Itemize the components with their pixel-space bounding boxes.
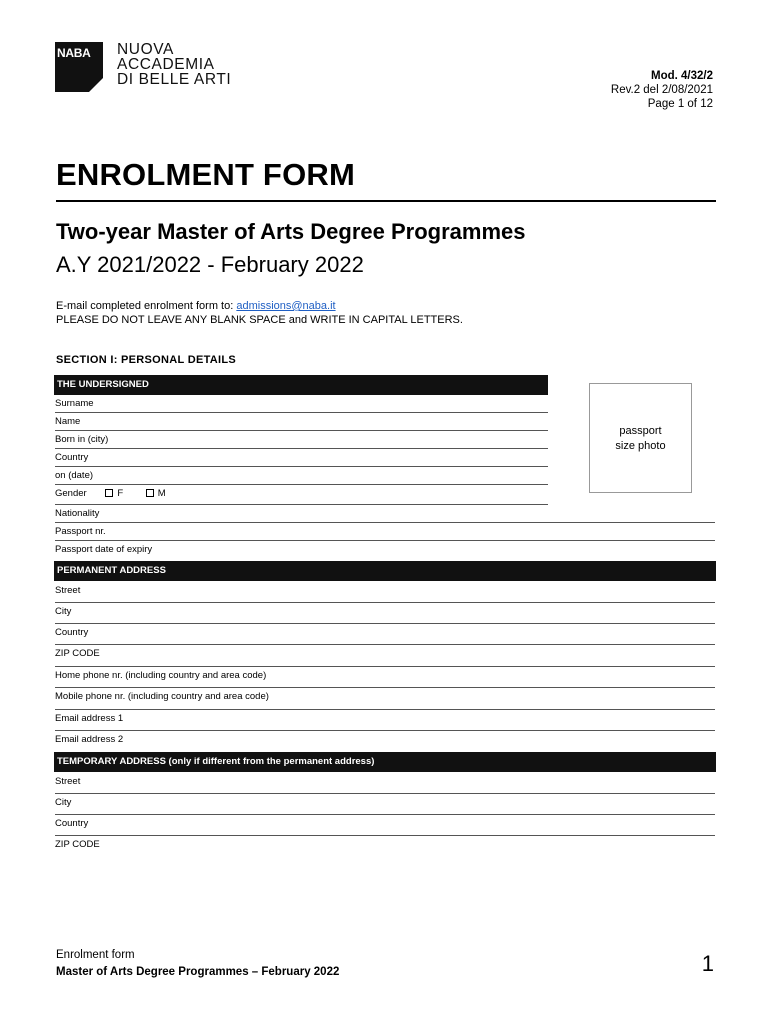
section-title: SECTION I: PERSONAL DETAILS (56, 354, 237, 366)
checkbox-male[interactable] (146, 489, 154, 497)
field-mobile-phone[interactable]: Mobile phone nr. (including country and area code) (55, 688, 715, 710)
module-code: Mod. 4/32/2 (651, 70, 713, 82)
instructions-note: PLEASE DO NOT LEAVE ANY BLANK SPACE and WRITE IN CAPITAL LETTERS. (56, 314, 463, 326)
field-passport-nr[interactable]: Passport nr. (55, 523, 715, 541)
footer (56, 947, 339, 981)
checkbox-female[interactable] (105, 489, 113, 497)
footer-line-1: Enrolment form (56, 949, 135, 961)
subtitle: Two-year Master of Arts Degree Programmes (56, 219, 526, 244)
field-perm-country[interactable]: Country (55, 624, 715, 645)
email-link[interactable]: admissions@naba.it (236, 300, 336, 312)
logo-text: NUOVA ACCADEMIA DI BELLE ARTI (117, 41, 232, 88)
instructions: E-mail completed enrolment form to: admissions@naba.it PLEASE DO NOT LEAVE ANY BLANK SPACE and WRITE IN CAPITAL LETTERS. (56, 300, 463, 326)
field-email-2[interactable]: Email address 2 (55, 734, 124, 745)
field-temp-street[interactable]: Street (55, 773, 715, 794)
passport-photo-box: passport size photo (589, 383, 692, 493)
field-passport-expiry[interactable]: Passport date of expiry (55, 544, 153, 555)
field-perm-zip[interactable]: ZIP CODE (55, 645, 715, 667)
field-name[interactable]: Name (55, 413, 548, 431)
field-temp-zip[interactable]: ZIP CODE (55, 839, 100, 850)
logo-mark: NABA (55, 42, 103, 92)
revision: Rev.2 del 2/08/2021 (610, 84, 713, 96)
field-perm-street[interactable]: Street (55, 582, 715, 603)
field-gender: Gender F M (55, 485, 548, 505)
footer-line-2: Master of Arts Degree Programmes – February 2022 (56, 966, 340, 978)
band-undersigned: THE UNDERSIGNED (54, 375, 548, 395)
field-country[interactable]: Country (55, 449, 548, 467)
field-temp-city[interactable]: City (55, 794, 715, 815)
field-perm-city[interactable]: City (55, 603, 715, 624)
academic-year: A.Y 2021/2022 - February 2022 (56, 252, 364, 277)
field-born-city[interactable]: Born in (city) (55, 431, 548, 449)
page-number: 1 (701, 951, 714, 976)
field-nationality[interactable]: Nationality (55, 505, 715, 523)
band-temporary-address: TEMPORARY ADDRESS (only if different from the permanent address) (54, 752, 716, 772)
band-permanent-address: PERMANENT ADDRESS (54, 561, 716, 581)
document-meta (611, 69, 713, 111)
field-temp-country[interactable]: Country (55, 815, 715, 836)
title-divider (56, 200, 716, 202)
naba-logo (55, 42, 231, 92)
field-home-phone[interactable]: Home phone nr. (including country and area code) (55, 667, 715, 688)
field-email-1[interactable]: Email address 1 (55, 710, 715, 731)
field-birth-date[interactable]: on (date) (55, 467, 548, 485)
page-title: ENROLMENT FORM (56, 157, 355, 192)
field-surname[interactable]: Surname (55, 395, 548, 413)
page-count: Page 1 of 12 (647, 98, 713, 110)
